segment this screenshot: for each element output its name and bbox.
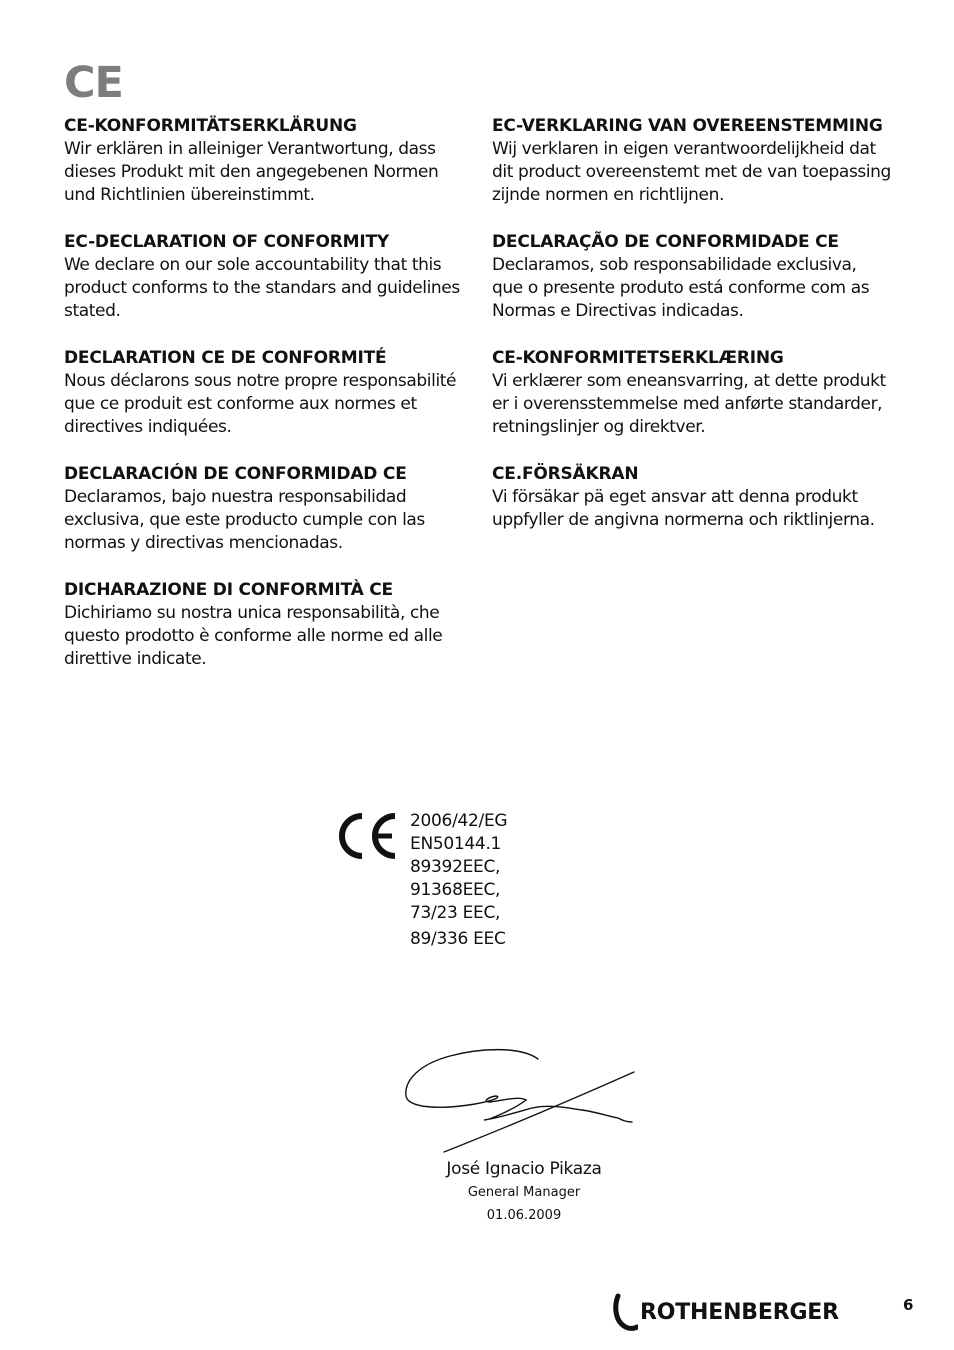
section-title: DECLARAÇÃO DE CONFORMIDADE CE	[492, 232, 839, 252]
section-body	[64, 602, 464, 671]
body-line: Normas e Directivas indicadas.	[492, 301, 744, 321]
directive-line: EN50144.1	[410, 834, 502, 854]
body-line: Vi försäkar pä eget ansvar att denna produkt	[492, 487, 858, 507]
section-body	[492, 486, 892, 532]
directive-line: 2006/42/EG	[410, 811, 508, 831]
body-line: Declaramos, sob responsabilidade exclusiva,	[492, 255, 857, 275]
directive-line: 89/336 EEC	[410, 929, 506, 949]
body-line: que o presente produto está conforme com as	[492, 278, 870, 298]
declaration-dutch	[492, 115, 892, 207]
section-body	[64, 254, 464, 323]
left-column	[64, 115, 464, 695]
declaration-swedish	[492, 463, 892, 532]
body-line: exclusiva, que este producto cumple con las	[64, 510, 425, 530]
body-line: direttive indicate.	[64, 649, 207, 669]
declaration-italian	[64, 579, 464, 671]
section-title: CE-KONFORMITÄTSERKLÄRUNG	[64, 116, 357, 136]
body-line: Vi erklærer som eneansvarring, at dette produkt	[492, 371, 886, 391]
section-title: DICHARAZIONE DI CONFORMITÀ CE	[64, 580, 393, 600]
body-line: zijnde normen en richtlijnen.	[492, 185, 724, 205]
rothenberger-logo-icon	[612, 1292, 638, 1332]
page-heading: CE	[64, 58, 123, 108]
section-title: CE.FÖRSÄKRAN	[492, 464, 639, 484]
brand-name: ROTHENBERGER	[640, 1300, 839, 1325]
directive-line: 89392EEC,	[410, 857, 501, 877]
body-line: Dichiriamo su nostra unica responsabilità, che	[64, 603, 440, 623]
section-body	[492, 138, 892, 207]
body-line: directives indiquées.	[64, 417, 232, 437]
body-line: retningslinjer og direktver.	[492, 417, 706, 437]
declaration-english	[64, 231, 464, 323]
declaration-german	[64, 115, 464, 207]
section-body	[64, 486, 464, 555]
body-line: Nous déclarons sous notre propre responsabilité	[64, 371, 457, 391]
section-title: DECLARACIÓN DE CONFORMIDAD CE	[64, 464, 407, 484]
signer-title: General Manager	[467, 1185, 581, 1200]
body-line: er i overensstemmelse med anførte standarder,	[492, 394, 883, 414]
body-line: Wij verklaren in eigen verantwoordelijkheid dat	[492, 139, 876, 159]
body-line: dit product overeenstemt met de van toepassing	[492, 162, 891, 182]
signer-date: 01.06.2009	[486, 1208, 562, 1223]
signer-name: José Ignacio Pikaza	[446, 1159, 602, 1179]
body-line: normas y directivas mencionadas.	[64, 533, 343, 553]
body-line: uppfyller de angivna normerna och riktlinjerna.	[492, 510, 875, 530]
body-line: und Richtlinien übereinstimmt.	[64, 185, 315, 205]
ce-mark-icon	[334, 806, 400, 866]
declaration-portuguese	[492, 231, 892, 323]
body-line: Declaramos, bajo nuestra responsabilidad	[64, 487, 407, 507]
section-body	[64, 138, 464, 207]
page-number: 6	[903, 1296, 914, 1314]
body-line: Wir erklären in alleiniger Verantwortung, dass	[64, 139, 436, 159]
body-line: que ce produit est conforme aux normes et	[64, 394, 417, 414]
declaration-french	[64, 347, 464, 439]
rothenberger-logo	[612, 1292, 839, 1332]
body-line: We declare on our sole accountability that this	[64, 255, 442, 275]
right-column	[492, 115, 892, 556]
section-title: DECLARATION CE DE CONFORMITÉ	[64, 348, 387, 368]
directive-line: 91368EEC,	[410, 880, 501, 900]
body-line: product conforms to the standars and guidelines	[64, 278, 460, 298]
declaration-danish	[492, 347, 892, 439]
section-body	[492, 254, 892, 323]
section-title: EC-VERKLARING VAN OVEREENSTEMMING	[492, 116, 883, 136]
body-line: stated.	[64, 301, 121, 321]
directive-line: 73/23 EEC,	[410, 903, 501, 923]
section-body	[64, 370, 464, 439]
declaration-spanish	[64, 463, 464, 555]
body-line: questo prodotto è conforme alle norme ed alle	[64, 626, 443, 646]
signature-image	[400, 1042, 650, 1157]
body-line: dieses Produkt mit den angegebenen Normen	[64, 162, 439, 182]
section-title: CE-KONFORMITETSERKLÆRING	[492, 348, 784, 368]
section-title: EC-DECLARATION OF CONFORMITY	[64, 232, 390, 252]
section-body	[492, 370, 892, 439]
directives-list	[410, 810, 507, 951]
